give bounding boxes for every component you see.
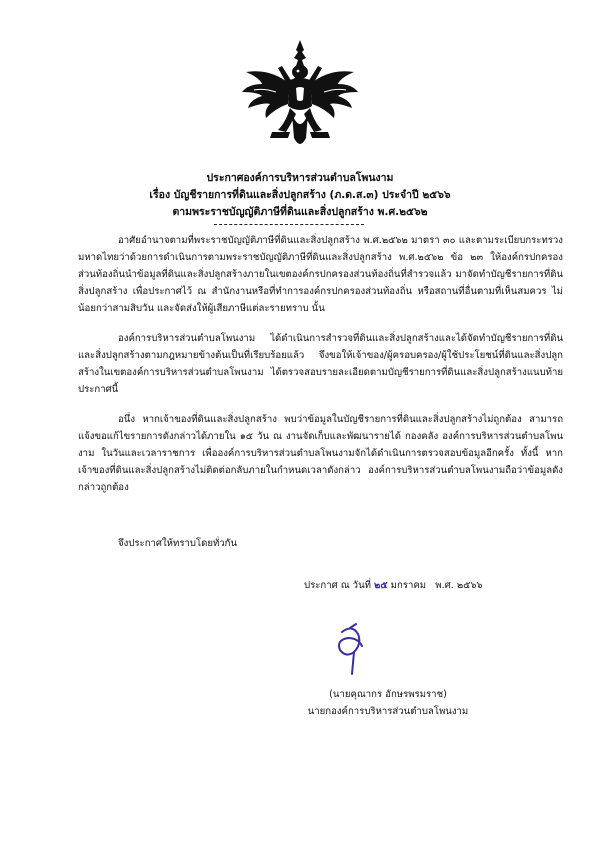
signer-name: (นายคุณากร อักษรพรมราช)	[329, 689, 447, 700]
heading-organization: ประกาศองค์การบริหารส่วนตำบลโพนงาม	[206, 172, 394, 184]
heading-divider	[214, 224, 364, 225]
date-prefix: ประกาศ ณ วันที่	[304, 580, 371, 591]
garuda-emblem-icon	[240, 38, 360, 156]
paragraph-correction: อนึ่ง หากเจ้าของที่ดินและสิ่งปลูกสร้าง พบว่าข้อมูลในบัญชีรายการที่ดินและสิ่งปลูกสร้างไม่ถูกต้อง สามารถแจ้งขอแก้ไขรายการดังกล่าวได้ภายใน ๑๕ วัน ณ งานจัดเก็บและพัฒนารายได้ กองคลัง องค์การบริหารส่วนตำบลโพนงาม ในวันและเวลาราชการ เพื่อองค์การบริหารส่วนตำบลโพนงามจักได้ดำเนินการตรวจสอบข้อมูลอีกครั้ง ทั้งนี้ หากเจ้าของที่ดินและสิ่งปลูกสร้างไม่ติดต่อกลับภายในกำหนดเวลาดังกล่าว องค์การบริหารส่วนตำบลโพนงามถือว่าข้อมูลดังกล่าวถูกต้อง	[78, 414, 563, 493]
paragraph-survey: องค์การบริหารส่วนตำบลโพนงาม ได้ดำเนินการสำรวจที่ดินและสิ่งปลูกสร้างและได้จัดทำบัญชีรายการที่ดินและสิ่งปลูกสร้างตามกฎหมายข้างต้นเป็นที่เรียบร้อยแล้ว จึงขอให้เจ้าของ/ผู้ครอบครอง/ผู้ใช้ประโยชน์ที่ดินและสิ่งปลูกสร้างในเขตองค์การบริหารส่วนตำบลโพนงาม ได้ตรวจสอบรายละเอียดตามบัญชีรายการที่ดินและสิ่งปลูกสร้างแนบท้ายประกาศนี้	[78, 333, 563, 395]
paragraph-legal-basis: อาศัยอำนาจตามที่พระราชบัญญัติภาษีที่ดินและสิ่งปลูกสร้าง พ.ศ.๒๕๖๒ มาตรา ๓๐ และตามระเบียบกระทรวงมหาดไทยว่าด้วยการดำเนินการตามพระราชบัญญัติภาษีที่ดินและสิ่งปลูกสร้าง พ.ศ.๒๕๖๒ ข้อ ๒๓ ให้องค์กรปกครองส่วนท้องถิ่นนำข้อมูลที่ดินและสิ่งปลูกสร้างภายในเขตองค์กรปกครองส่วนท้องถิ่นที่สำรวจแล้ว มาจัดทำบัญชีรายการที่ดินสิ่งปลูกสร้าง เพื่อประกาศไว้ ณ สำนักงานหรือที่ทำการองค์กรปกครองส่วนท้องถิ่น หรือสถานที่อื่นตามที่เห็นสมควร ไม่น้อยกว่าสามสิบวัน และจัดส่งให้ผู้เสียภาษีแต่ละรายทราบ นั้น	[78, 235, 563, 314]
announcement-date	[304, 578, 483, 593]
document-body	[78, 232, 563, 509]
signer-block	[288, 686, 488, 720]
closing-statement: จึงประกาศให้ทราบโดยทั่วกัน	[118, 538, 238, 549]
heading-subject: เรื่อง บัญชีรายการที่ดินและสิ่งปลูกสร้าง (ภ.ด.ส.๓) ประจำปี ๒๕๖๖	[149, 189, 451, 201]
document-heading	[0, 170, 600, 221]
date-year: พ.ศ. ๒๕๖๖	[435, 580, 483, 591]
date-month: มกราคม	[390, 580, 427, 591]
handwritten-signature-icon	[328, 622, 378, 676]
date-day: ๒๕	[374, 580, 388, 591]
heading-act: ตามพระราชบัญญัติภาษีที่ดินและสิ่งปลูกสร้าง พ.ศ.๒๕๖๒	[172, 206, 428, 218]
signer-title: นายกองค์การบริหารส่วนตำบลโพนงาม	[307, 706, 469, 717]
